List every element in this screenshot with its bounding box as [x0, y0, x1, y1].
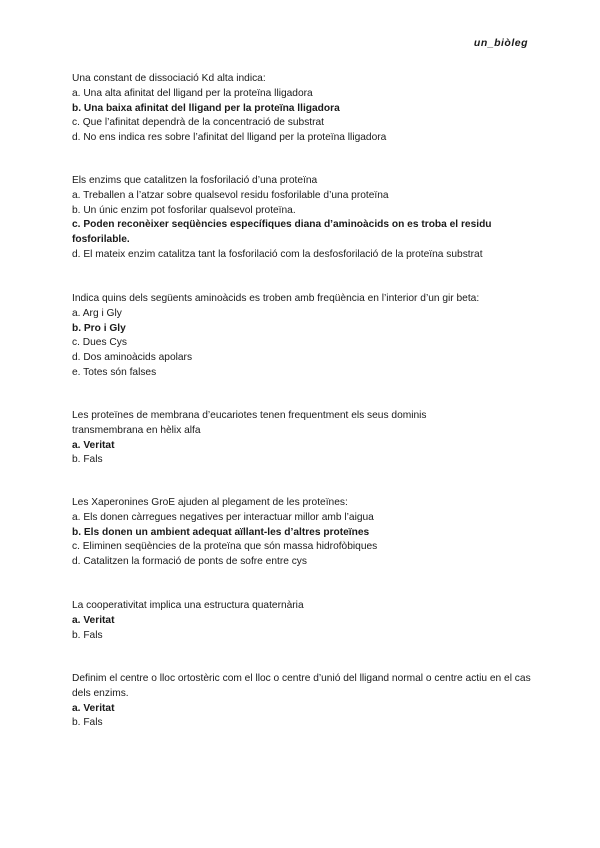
- question-text: Les Xaperonines GroE ajuden al plegament de les proteïnes:: [72, 497, 348, 508]
- option-a: a. Treballen a l’atzar sobre qualsevol residu fosforilable d’una proteïna: [72, 189, 389, 201]
- option-b: b. Fals: [72, 629, 103, 641]
- page-header-author: un_biòleg: [473, 37, 528, 49]
- question-1: [72, 72, 532, 146]
- option-c: c. Dues Cys: [72, 337, 127, 349]
- question-5: [72, 496, 532, 570]
- question-text: Els enzims que catalitzen la fosforilació d’una proteïna: [72, 175, 318, 186]
- option-d: d. El mateix enzim catalitza tant la fosforilació com la desfosforilació de la proteïna substrat: [72, 248, 483, 260]
- question-4: [72, 409, 472, 468]
- option-d: d. No ens indica res sobre l’afinitat del lligand per la proteïna lligadora: [72, 132, 387, 144]
- option-b-correct: b. Una baixa afinitat del lligand per la proteïna lligadora: [72, 102, 340, 114]
- question-text: Les proteïnes de membrana d’eucariotes tenen frequentment els seus dominis transmembrana en hèlix alfa: [72, 410, 427, 436]
- option-a: a. Una alta afinitat del lligand per la proteïna lligadora: [72, 87, 313, 99]
- question-3: [72, 292, 532, 381]
- option-d: d. Catalitzen la formació de ponts de sofre entre cys: [72, 556, 307, 568]
- option-b-correct: b. Els donen un ambient adequat aïllant-les d’altres proteïnes: [72, 526, 370, 538]
- option-b: b. Fals: [72, 454, 103, 466]
- option-b: b. Fals: [72, 717, 103, 729]
- option-a-correct: a. Veritat: [72, 702, 115, 714]
- option-a-correct: a. Veritat: [72, 614, 115, 626]
- option-b: b. Un únic enzim pot fosforilar qualsevol proteïna.: [72, 204, 296, 216]
- option-a: a. Arg i Gly: [72, 307, 122, 319]
- option-b-correct: b. Pro i Gly: [72, 322, 126, 334]
- question-text: La cooperativitat implica una estructura quaternària: [72, 600, 304, 611]
- question-6: [72, 599, 532, 643]
- question-text: Indica quins dels següents aminoàcids es troben amb freqüència en l’interior d’un gir beta:: [72, 293, 480, 304]
- option-c-correct: c. Poden reconèixer seqüències específiques diana d’aminoàcids on es troba el residu fosforilable.: [72, 219, 492, 246]
- question-text: Definim el centre o lloc ortostèric com el lloc o centre d’unió del lligand normal o centre actiu en el cas dels enzims.: [72, 673, 531, 699]
- option-c: c. Que l’afinitat dependrà de la concentració de substrat: [72, 117, 325, 129]
- option-e: e. Totes són falses: [72, 366, 157, 378]
- option-d: d. Dos aminoàcids apolars: [72, 352, 193, 364]
- question-text: Una constant de dissociació Kd alta indica:: [72, 73, 266, 84]
- option-a-correct: a. Veritat: [72, 439, 115, 451]
- question-2: [72, 174, 532, 263]
- question-7: [72, 672, 532, 731]
- option-c: c. Eliminen seqüències de la proteïna que són massa hidrofòbiques: [72, 541, 378, 553]
- option-a: a. Els donen càrregues negatives per interactuar millor amb l’aigua: [72, 511, 374, 523]
